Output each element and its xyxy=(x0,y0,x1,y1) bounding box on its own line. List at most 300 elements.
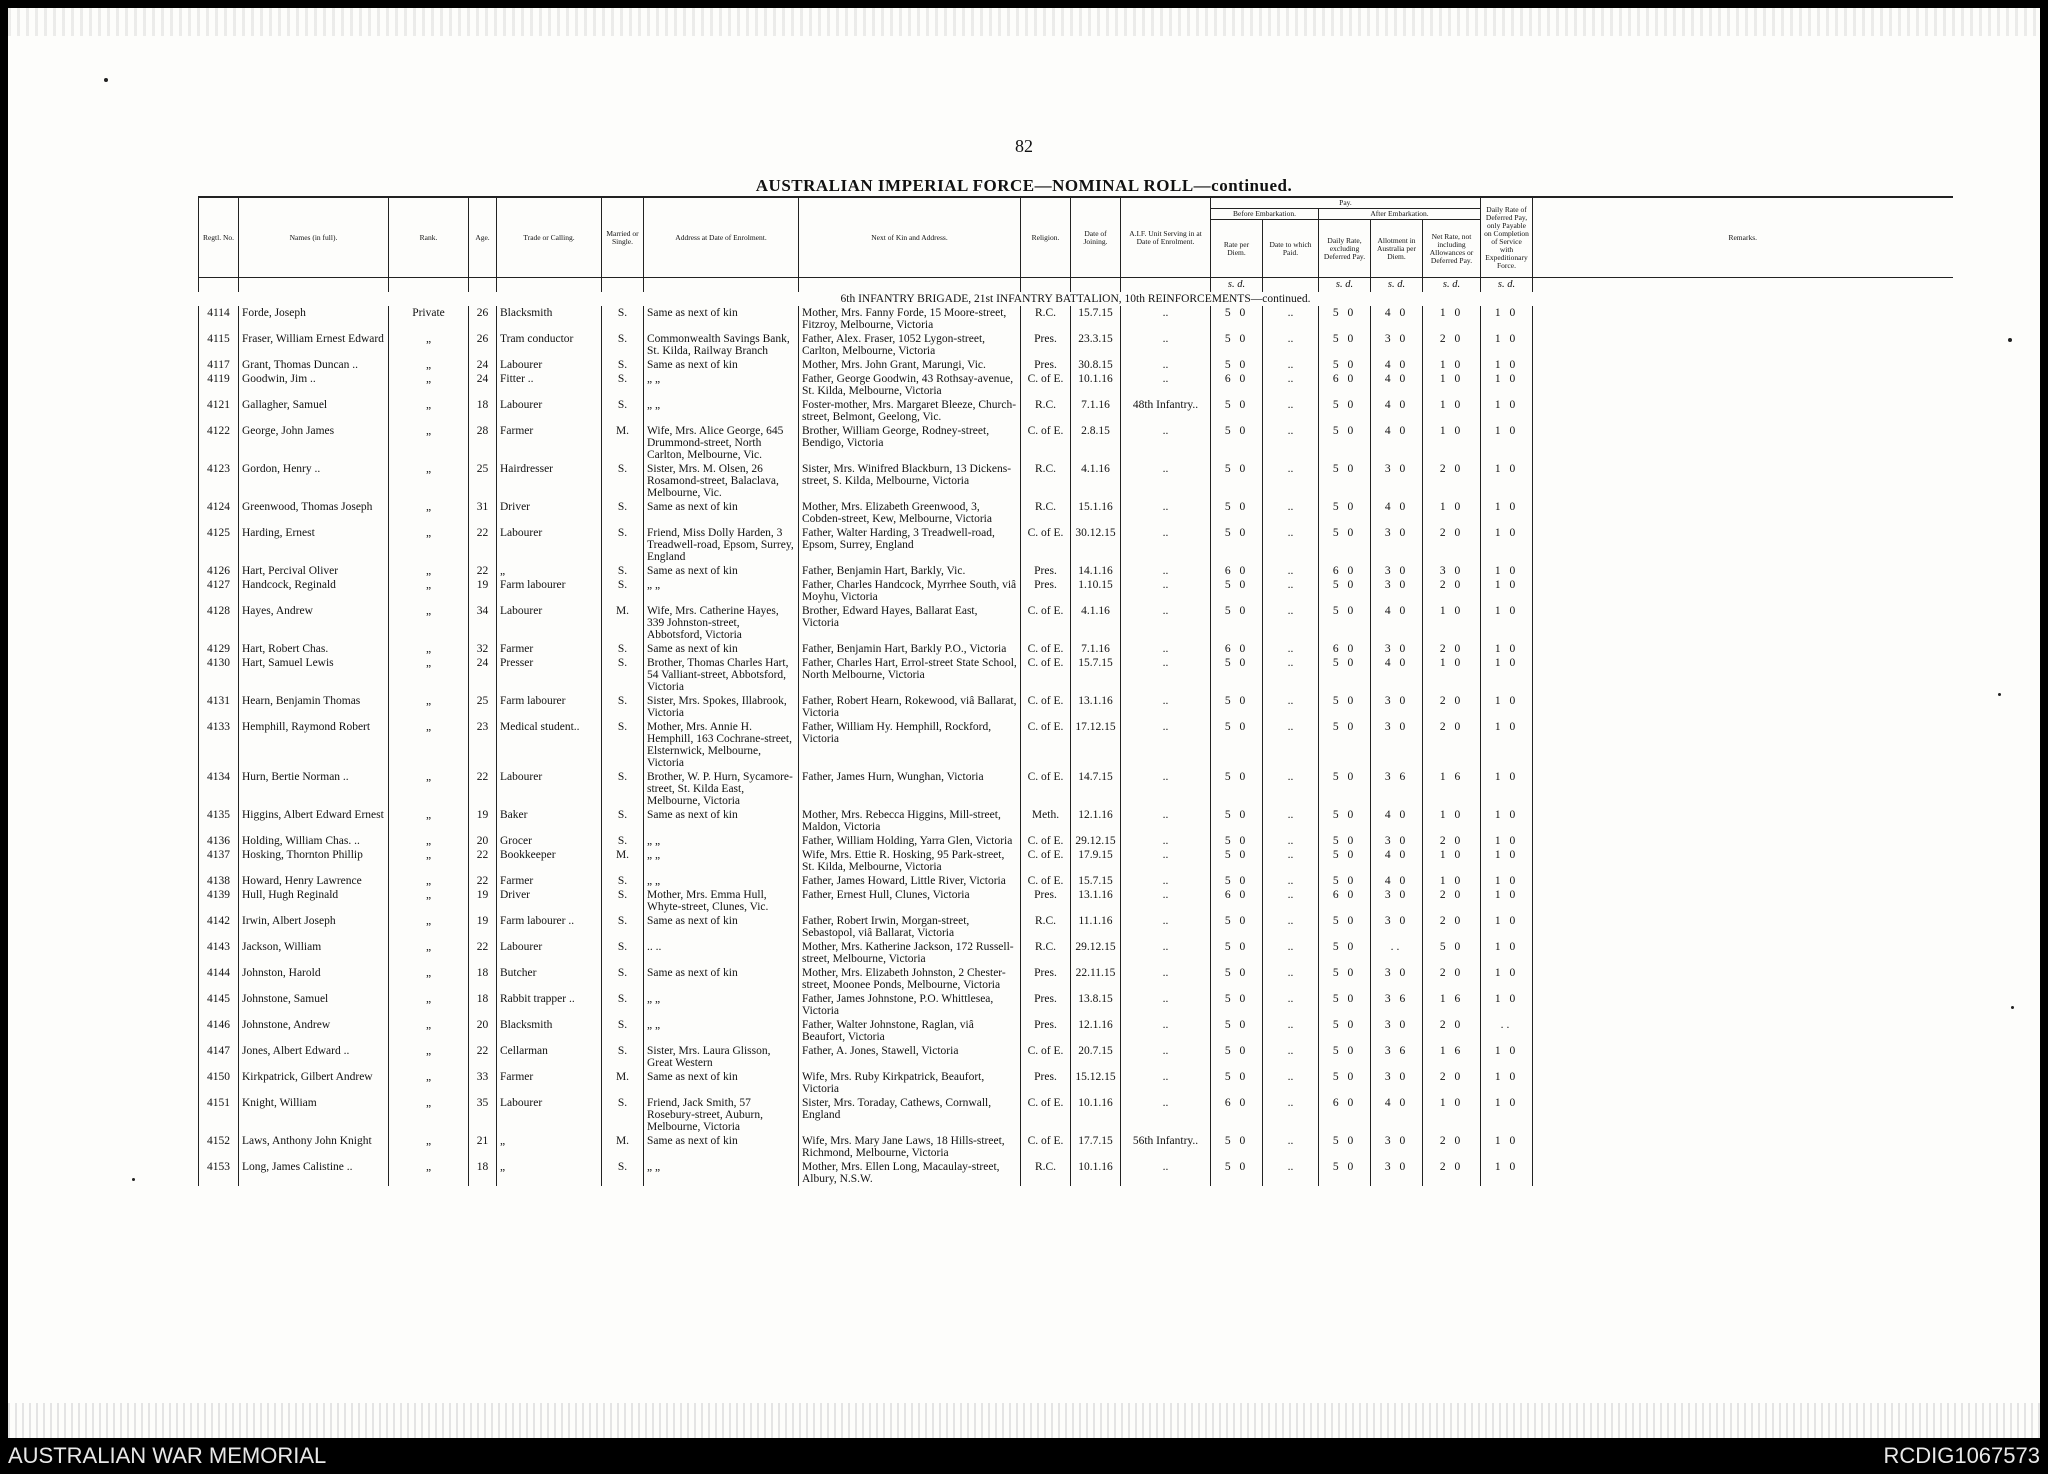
rate-per-diem-cell: 5 0 xyxy=(1211,770,1263,808)
name-cell: Hurn, Bertie Norman .. xyxy=(239,770,389,808)
date-paid-cell: .. xyxy=(1263,888,1319,914)
remarks-cell xyxy=(1533,332,1953,358)
header-date-paid: Date to which Paid. xyxy=(1263,220,1319,278)
marital-status-cell: S. xyxy=(602,992,644,1018)
unit-cell: .. xyxy=(1121,992,1211,1018)
allotment-cell: 3 0 xyxy=(1371,642,1423,656)
header-age: Age. xyxy=(469,197,497,278)
name-cell: Jackson, William xyxy=(239,940,389,966)
unit-cell: .. xyxy=(1121,834,1211,848)
name-cell: Jones, Albert Edward .. xyxy=(239,1044,389,1070)
next-of-kin-cell: Sister, Mrs. Winifred Blackburn, 13 Dickens-street, S. Kilda, Melbourne, Victoria xyxy=(799,462,1021,500)
address-cell: Same as next of kin xyxy=(644,1134,799,1160)
date-joined-cell: 15.7.15 xyxy=(1071,306,1121,332)
date-paid-cell: .. xyxy=(1263,604,1319,642)
remarks-cell xyxy=(1533,874,1953,888)
marital-status-cell: S. xyxy=(602,578,644,604)
date-joined-cell: 13.8.15 xyxy=(1071,992,1121,1018)
marital-status-cell: S. xyxy=(602,770,644,808)
daily-rate-cell: 5 0 xyxy=(1319,306,1371,332)
date-paid-cell: .. xyxy=(1263,914,1319,940)
scan-speck xyxy=(2008,338,2012,342)
marital-status-cell: S. xyxy=(602,1044,644,1070)
address-cell: Same as next of kin xyxy=(644,966,799,992)
table-row xyxy=(199,462,1953,500)
allotment-cell: 3 0 xyxy=(1371,332,1423,358)
remarks-cell xyxy=(1533,642,1953,656)
net-rate-cell: 2 0 xyxy=(1423,332,1481,358)
net-rate-cell: 5 0 xyxy=(1423,940,1481,966)
remarks-cell xyxy=(1533,578,1953,604)
table-row xyxy=(199,358,1953,372)
date-paid-cell: .. xyxy=(1263,720,1319,770)
header-remarks: Remarks. xyxy=(1533,197,1953,278)
next-of-kin-cell: Wife, Mrs. Mary Jane Laws, 18 Hills-street, Richmond, Melbourne, Victoria xyxy=(799,1134,1021,1160)
deferred-pay-cell: 1 0 xyxy=(1481,306,1533,332)
date-paid-cell: .. xyxy=(1263,332,1319,358)
allotment-cell: 3 0 xyxy=(1371,1134,1423,1160)
marital-status-cell: S. xyxy=(602,332,644,358)
section-heading: 6th INFANTRY BRIGADE, 21st INFANTRY BATTALION, 10th REINFORCEMENTS—continued. xyxy=(840,293,1311,305)
rank-cell: Private xyxy=(389,306,469,332)
deferred-pay-cell: 1 0 xyxy=(1481,500,1533,526)
age-cell: 33 xyxy=(469,1070,497,1096)
age-cell: 32 xyxy=(469,642,497,656)
daily-rate-cell: 5 0 xyxy=(1319,332,1371,358)
daily-rate-cell: 6 0 xyxy=(1319,564,1371,578)
rank-cell: „ xyxy=(389,578,469,604)
rank-cell: „ xyxy=(389,1018,469,1044)
daily-rate-cell: 5 0 xyxy=(1319,720,1371,770)
religion-cell: C. of E. xyxy=(1021,642,1071,656)
deferred-pay-cell: 1 0 xyxy=(1481,604,1533,642)
trade-cell: Farmer xyxy=(497,642,602,656)
religion-cell: R.C. xyxy=(1021,940,1071,966)
unit-label: s. d. xyxy=(1371,278,1423,293)
date-paid-cell: .. xyxy=(1263,992,1319,1018)
trade-cell: „ xyxy=(497,1134,602,1160)
age-cell: 35 xyxy=(469,1096,497,1134)
rate-per-diem-cell: 5 0 xyxy=(1211,1160,1263,1186)
rank-cell: „ xyxy=(389,848,469,874)
next-of-kin-cell: Wife, Mrs. Ruby Kirkpatrick, Beaufort, Victoria xyxy=(799,1070,1021,1096)
daily-rate-cell: 5 0 xyxy=(1319,1070,1371,1096)
daily-rate-cell: 5 0 xyxy=(1319,808,1371,834)
date-paid-cell: .. xyxy=(1263,578,1319,604)
header-joining: Date of Joining. xyxy=(1071,197,1121,278)
remarks-cell xyxy=(1533,848,1953,874)
daily-rate-cell: 5 0 xyxy=(1319,358,1371,372)
table-row xyxy=(199,604,1953,642)
next-of-kin-cell: Brother, Edward Hayes, Ballarat East, Victoria xyxy=(799,604,1021,642)
units-row xyxy=(199,278,1953,293)
rate-per-diem-cell: 5 0 xyxy=(1211,656,1263,694)
daily-rate-cell: 5 0 xyxy=(1319,398,1371,424)
marital-status-cell: S. xyxy=(602,656,644,694)
next-of-kin-cell: Mother, Mrs. Katherine Jackson, 172 Russell-street, Melbourne, Victoria xyxy=(799,940,1021,966)
remarks-cell xyxy=(1533,358,1953,372)
rank-cell: „ xyxy=(389,564,469,578)
date-paid-cell: .. xyxy=(1263,808,1319,834)
unit-cell: .. xyxy=(1121,888,1211,914)
name-cell: Hemphill, Raymond Robert xyxy=(239,720,389,770)
header-unit: A.I.F. Unit Serving in at Date of Enrolment. xyxy=(1121,197,1211,278)
address-cell: Same as next of kin xyxy=(644,642,799,656)
date-joined-cell: 7.1.16 xyxy=(1071,398,1121,424)
allotment-cell: 3 0 xyxy=(1371,834,1423,848)
daily-rate-cell: 5 0 xyxy=(1319,424,1371,462)
table-row xyxy=(199,1018,1953,1044)
age-cell: 34 xyxy=(469,604,497,642)
marital-status-cell: S. xyxy=(602,398,644,424)
allotment-cell: 3 0 xyxy=(1371,564,1423,578)
daily-rate-cell: 6 0 xyxy=(1319,372,1371,398)
address-cell: Brother, W. P. Hurn, Sycamore-street, St. Kilda East, Melbourne, Victoria xyxy=(644,770,799,808)
address-cell: „ „ xyxy=(644,834,799,848)
trade-cell: Rabbit trapper .. xyxy=(497,992,602,1018)
rate-per-diem-cell: 5 0 xyxy=(1211,306,1263,332)
scan-speck xyxy=(1998,693,2001,696)
net-rate-cell: 2 0 xyxy=(1423,578,1481,604)
name-cell: Hearn, Benjamin Thomas xyxy=(239,694,389,720)
allotment-cell: 3 0 xyxy=(1371,1018,1423,1044)
deferred-pay-cell: .. xyxy=(1481,1018,1533,1044)
regtl-no-cell: 4114 xyxy=(199,306,239,332)
daily-rate-cell: 5 0 xyxy=(1319,500,1371,526)
page-number: 82 xyxy=(1015,136,1033,156)
marital-status-cell: S. xyxy=(602,720,644,770)
net-rate-cell: 2 0 xyxy=(1423,914,1481,940)
unit-cell: .. xyxy=(1121,564,1211,578)
header-after-embarkation: After Embarkation. xyxy=(1319,209,1481,220)
deferred-pay-cell: 1 0 xyxy=(1481,526,1533,564)
religion-cell: R.C. xyxy=(1021,462,1071,500)
date-joined-cell: 10.1.16 xyxy=(1071,1160,1121,1186)
rank-cell: „ xyxy=(389,358,469,372)
header-net-rate: Net Rate, not including Allowances or Deferred Pay. xyxy=(1423,220,1481,278)
rate-per-diem-cell: 5 0 xyxy=(1211,914,1263,940)
net-rate-cell: 2 0 xyxy=(1423,1134,1481,1160)
address-cell: Brother, Thomas Charles Hart, 54 Valliant-street, Abbotsford, Victoria xyxy=(644,656,799,694)
date-joined-cell: 10.1.16 xyxy=(1071,372,1121,398)
age-cell: 26 xyxy=(469,332,497,358)
net-rate-cell: 1 0 xyxy=(1423,398,1481,424)
daily-rate-cell: 5 0 xyxy=(1319,462,1371,500)
rate-per-diem-cell: 5 0 xyxy=(1211,398,1263,424)
marital-status-cell: S. xyxy=(602,500,644,526)
age-cell: 21 xyxy=(469,1134,497,1160)
daily-rate-cell: 5 0 xyxy=(1319,992,1371,1018)
header-rate-per-diem: Rate per Diem. xyxy=(1211,220,1263,278)
marital-status-cell: S. xyxy=(602,808,644,834)
trade-cell: Labourer xyxy=(497,358,602,372)
rank-cell: „ xyxy=(389,526,469,564)
unit-cell: .. xyxy=(1121,874,1211,888)
religion-cell: R.C. xyxy=(1021,1160,1071,1186)
age-cell: 28 xyxy=(469,424,497,462)
remarks-cell xyxy=(1533,1096,1953,1134)
header-next-of-kin: Next of Kin and Address. xyxy=(799,197,1021,278)
unit-cell: .. xyxy=(1121,940,1211,966)
rate-per-diem-cell: 5 0 xyxy=(1211,694,1263,720)
table-row xyxy=(199,808,1953,834)
deferred-pay-cell: 1 0 xyxy=(1481,1160,1533,1186)
table-row xyxy=(199,578,1953,604)
unit-cell: .. xyxy=(1121,656,1211,694)
trade-cell: Butcher xyxy=(497,966,602,992)
name-cell: George, John James xyxy=(239,424,389,462)
marital-status-cell: S. xyxy=(602,564,644,578)
deferred-pay-cell: 1 0 xyxy=(1481,1070,1533,1096)
scan-speck xyxy=(104,78,108,82)
address-cell: Same as next of kin xyxy=(644,564,799,578)
table-row xyxy=(199,834,1953,848)
rate-per-diem-cell: 5 0 xyxy=(1211,1018,1263,1044)
unit-cell: .. xyxy=(1121,966,1211,992)
deferred-pay-cell: 1 0 xyxy=(1481,1096,1533,1134)
daily-rate-cell: 5 0 xyxy=(1319,940,1371,966)
next-of-kin-cell: Foster-mother, Mrs. Margaret Bleeze, Church-street, Belmont, Geelong, Vic. xyxy=(799,398,1021,424)
rank-cell: „ xyxy=(389,874,469,888)
remarks-cell xyxy=(1533,834,1953,848)
marital-status-cell: S. xyxy=(602,372,644,398)
marital-status-cell: S. xyxy=(602,834,644,848)
religion-cell: R.C. xyxy=(1021,306,1071,332)
address-cell: Sister, Mrs. Spokes, Illabrook, Victoria xyxy=(644,694,799,720)
rate-per-diem-cell: 5 0 xyxy=(1211,578,1263,604)
deferred-pay-cell: 1 0 xyxy=(1481,358,1533,372)
next-of-kin-cell: Father, Robert Hearn, Rokewood, viâ Ballarat, Victoria xyxy=(799,694,1021,720)
deferred-pay-cell: 1 0 xyxy=(1481,424,1533,462)
deferred-pay-cell: 1 0 xyxy=(1481,770,1533,808)
header-regtl-no: Regtl. No. xyxy=(199,197,239,278)
remarks-cell xyxy=(1533,940,1953,966)
date-joined-cell: 11.1.16 xyxy=(1071,914,1121,940)
next-of-kin-cell: Mother, Mrs. Elizabeth Johnston, 2 Chester-street, Moonee Ponds, Melbourne, Victoria xyxy=(799,966,1021,992)
name-cell: Gordon, Henry .. xyxy=(239,462,389,500)
header-daily-rate: Daily Rate, excluding Deferred Pay. xyxy=(1319,220,1371,278)
regtl-no-cell: 4123 xyxy=(199,462,239,500)
next-of-kin-cell: Sister, Mrs. Toraday, Cathews, Cornwall, England xyxy=(799,1096,1021,1134)
name-cell: Gallagher, Samuel xyxy=(239,398,389,424)
date-joined-cell: 30.12.15 xyxy=(1071,526,1121,564)
date-joined-cell: 14.7.15 xyxy=(1071,770,1121,808)
date-paid-cell: .. xyxy=(1263,424,1319,462)
unit-cell: .. xyxy=(1121,694,1211,720)
age-cell: 26 xyxy=(469,306,497,332)
table-row xyxy=(199,398,1953,424)
trade-cell: Labourer xyxy=(497,940,602,966)
rate-per-diem-cell: 6 0 xyxy=(1211,564,1263,578)
daily-rate-cell: 5 0 xyxy=(1319,1044,1371,1070)
daily-rate-cell: 5 0 xyxy=(1319,848,1371,874)
next-of-kin-cell: Father, A. Jones, Stawell, Victoria xyxy=(799,1044,1021,1070)
age-cell: 22 xyxy=(469,874,497,888)
address-cell: Sister, Mrs. Laura Glisson, Great Western xyxy=(644,1044,799,1070)
net-rate-cell: 2 0 xyxy=(1423,1070,1481,1096)
rate-per-diem-cell: 6 0 xyxy=(1211,372,1263,398)
unit-cell: .. xyxy=(1121,526,1211,564)
trade-cell: Tram conductor xyxy=(497,332,602,358)
trade-cell: Farm labourer xyxy=(497,578,602,604)
rate-per-diem-cell: 5 0 xyxy=(1211,874,1263,888)
table-row xyxy=(199,992,1953,1018)
date-paid-cell: .. xyxy=(1263,770,1319,808)
trade-cell: Farmer xyxy=(497,1070,602,1096)
allotment-cell: 3 0 xyxy=(1371,720,1423,770)
religion-cell: Pres. xyxy=(1021,332,1071,358)
regtl-no-cell: 4152 xyxy=(199,1134,239,1160)
marital-status-cell: M. xyxy=(602,1070,644,1096)
regtl-no-cell: 4137 xyxy=(199,848,239,874)
address-cell: Same as next of kin xyxy=(644,914,799,940)
table-row xyxy=(199,874,1953,888)
deferred-pay-cell: 1 0 xyxy=(1481,720,1533,770)
net-rate-cell: 1 0 xyxy=(1423,500,1481,526)
rank-cell: „ xyxy=(389,940,469,966)
net-rate-cell: 2 0 xyxy=(1423,642,1481,656)
net-rate-cell: 1 0 xyxy=(1423,874,1481,888)
deferred-pay-cell: 1 0 xyxy=(1481,834,1533,848)
religion-cell: Pres. xyxy=(1021,1070,1071,1096)
unit-cell: .. xyxy=(1121,306,1211,332)
regtl-no-cell: 4127 xyxy=(199,578,239,604)
religion-cell: C. of E. xyxy=(1021,874,1071,888)
name-cell: Hart, Percival Oliver xyxy=(239,564,389,578)
trade-cell: Baker xyxy=(497,808,602,834)
regtl-no-cell: 4153 xyxy=(199,1160,239,1186)
page-title: AUSTRALIAN IMPERIAL FORCE—NOMINAL ROLL—continued. xyxy=(755,176,1293,195)
rank-cell: „ xyxy=(389,966,469,992)
table-row xyxy=(199,1070,1953,1096)
next-of-kin-cell: Father, George Goodwin, 43 Rothsay-avenue, St. Kilda, Melbourne, Victoria xyxy=(799,372,1021,398)
unit-cell: .. xyxy=(1121,1018,1211,1044)
next-of-kin-cell: Wife, Mrs. Ettie R. Hosking, 95 Park-street, St. Kilda, Melbourne, Victoria xyxy=(799,848,1021,874)
name-cell: Handcock, Reginald xyxy=(239,578,389,604)
name-cell: Howard, Henry Lawrence xyxy=(239,874,389,888)
unit-cell: .. xyxy=(1121,358,1211,372)
header-names: Names (in full). xyxy=(239,197,389,278)
regtl-no-cell: 4130 xyxy=(199,656,239,694)
name-cell: Hull, Hugh Reginald xyxy=(239,888,389,914)
name-cell: Johnston, Harold xyxy=(239,966,389,992)
next-of-kin-cell: Brother, William George, Rodney-street, Bendigo, Victoria xyxy=(799,424,1021,462)
remarks-cell xyxy=(1533,770,1953,808)
date-paid-cell: .. xyxy=(1263,966,1319,992)
unit-cell: .. xyxy=(1121,848,1211,874)
next-of-kin-cell: Father, Benjamin Hart, Barkly, Vic. xyxy=(799,564,1021,578)
trade-cell: Cellarman xyxy=(497,1044,602,1070)
table-row xyxy=(199,306,1953,332)
marital-status-cell: S. xyxy=(602,914,644,940)
rank-cell: „ xyxy=(389,834,469,848)
scan-speck xyxy=(132,1178,135,1181)
table-row xyxy=(199,500,1953,526)
religion-cell: C. of E. xyxy=(1021,424,1071,462)
regtl-no-cell: 4131 xyxy=(199,694,239,720)
net-rate-cell: 3 0 xyxy=(1423,564,1481,578)
regtl-no-cell: 4151 xyxy=(199,1096,239,1134)
document-page xyxy=(8,8,2040,1438)
table-row xyxy=(199,848,1953,874)
deferred-pay-cell: 1 0 xyxy=(1481,1134,1533,1160)
unit-cell: .. xyxy=(1121,1044,1211,1070)
rate-per-diem-cell: 6 0 xyxy=(1211,1096,1263,1134)
deferred-pay-cell: 1 0 xyxy=(1481,462,1533,500)
table-row xyxy=(199,914,1953,940)
remarks-cell xyxy=(1533,1018,1953,1044)
unit-label: s. d. xyxy=(1319,278,1371,293)
net-rate-cell: 2 0 xyxy=(1423,834,1481,848)
next-of-kin-cell: Father, Walter Johnstone, Raglan, viâ Beaufort, Victoria xyxy=(799,1018,1021,1044)
header-religion: Religion. xyxy=(1021,197,1071,278)
header-rank: Rank. xyxy=(389,197,469,278)
marital-status-cell: S. xyxy=(602,642,644,656)
net-rate-cell: 1 0 xyxy=(1423,604,1481,642)
regtl-no-cell: 4124 xyxy=(199,500,239,526)
unit-label: s. d. xyxy=(1211,278,1263,293)
net-rate-cell: 1 0 xyxy=(1423,306,1481,332)
rank-cell: „ xyxy=(389,770,469,808)
allotment-cell: 4 0 xyxy=(1371,372,1423,398)
remarks-cell xyxy=(1533,398,1953,424)
religion-cell: C. of E. xyxy=(1021,848,1071,874)
rank-cell: „ xyxy=(389,424,469,462)
marital-status-cell: S. xyxy=(602,1160,644,1186)
unit-cell: .. xyxy=(1121,462,1211,500)
rate-per-diem-cell: 5 0 xyxy=(1211,834,1263,848)
date-joined-cell: 4.1.16 xyxy=(1071,462,1121,500)
name-cell: Goodwin, Jim .. xyxy=(239,372,389,398)
marital-status-cell: M. xyxy=(602,848,644,874)
trade-cell: Labourer xyxy=(497,398,602,424)
rank-cell: „ xyxy=(389,604,469,642)
trade-cell: Blacksmith xyxy=(497,1018,602,1044)
date-joined-cell: 2.8.15 xyxy=(1071,424,1121,462)
allotment-cell: 3 0 xyxy=(1371,526,1423,564)
religion-cell: C. of E. xyxy=(1021,372,1071,398)
address-cell: Same as next of kin xyxy=(644,808,799,834)
date-joined-cell: 20.7.15 xyxy=(1071,1044,1121,1070)
religion-cell: C. of E. xyxy=(1021,526,1071,564)
marital-status-cell: M. xyxy=(602,1134,644,1160)
rank-cell: „ xyxy=(389,808,469,834)
trade-cell: Labourer xyxy=(497,1096,602,1134)
rank-cell: „ xyxy=(389,1134,469,1160)
religion-cell: C. of E. xyxy=(1021,1096,1071,1134)
trade-cell: Driver xyxy=(497,500,602,526)
religion-cell: R.C. xyxy=(1021,914,1071,940)
marital-status-cell: S. xyxy=(602,462,644,500)
name-cell: Grant, Thomas Duncan .. xyxy=(239,358,389,372)
date-paid-cell: .. xyxy=(1263,1070,1319,1096)
allotment-cell: 4 0 xyxy=(1371,808,1423,834)
religion-cell: C. of E. xyxy=(1021,720,1071,770)
address-cell: „ „ xyxy=(644,992,799,1018)
date-joined-cell: 22.11.15 xyxy=(1071,966,1121,992)
deferred-pay-cell: 1 0 xyxy=(1481,888,1533,914)
rate-per-diem-cell: 5 0 xyxy=(1211,848,1263,874)
remarks-cell xyxy=(1533,808,1953,834)
remarks-cell xyxy=(1533,914,1953,940)
next-of-kin-cell: Father, Charles Hart, Errol-street State School, North Melbourne, Victoria xyxy=(799,656,1021,694)
rank-cell: „ xyxy=(389,720,469,770)
age-cell: 19 xyxy=(469,888,497,914)
date-paid-cell: .. xyxy=(1263,358,1319,372)
header-allotment: Allotment in Australia per Diem. xyxy=(1371,220,1423,278)
net-rate-cell: 2 0 xyxy=(1423,694,1481,720)
deferred-pay-cell: 1 0 xyxy=(1481,578,1533,604)
